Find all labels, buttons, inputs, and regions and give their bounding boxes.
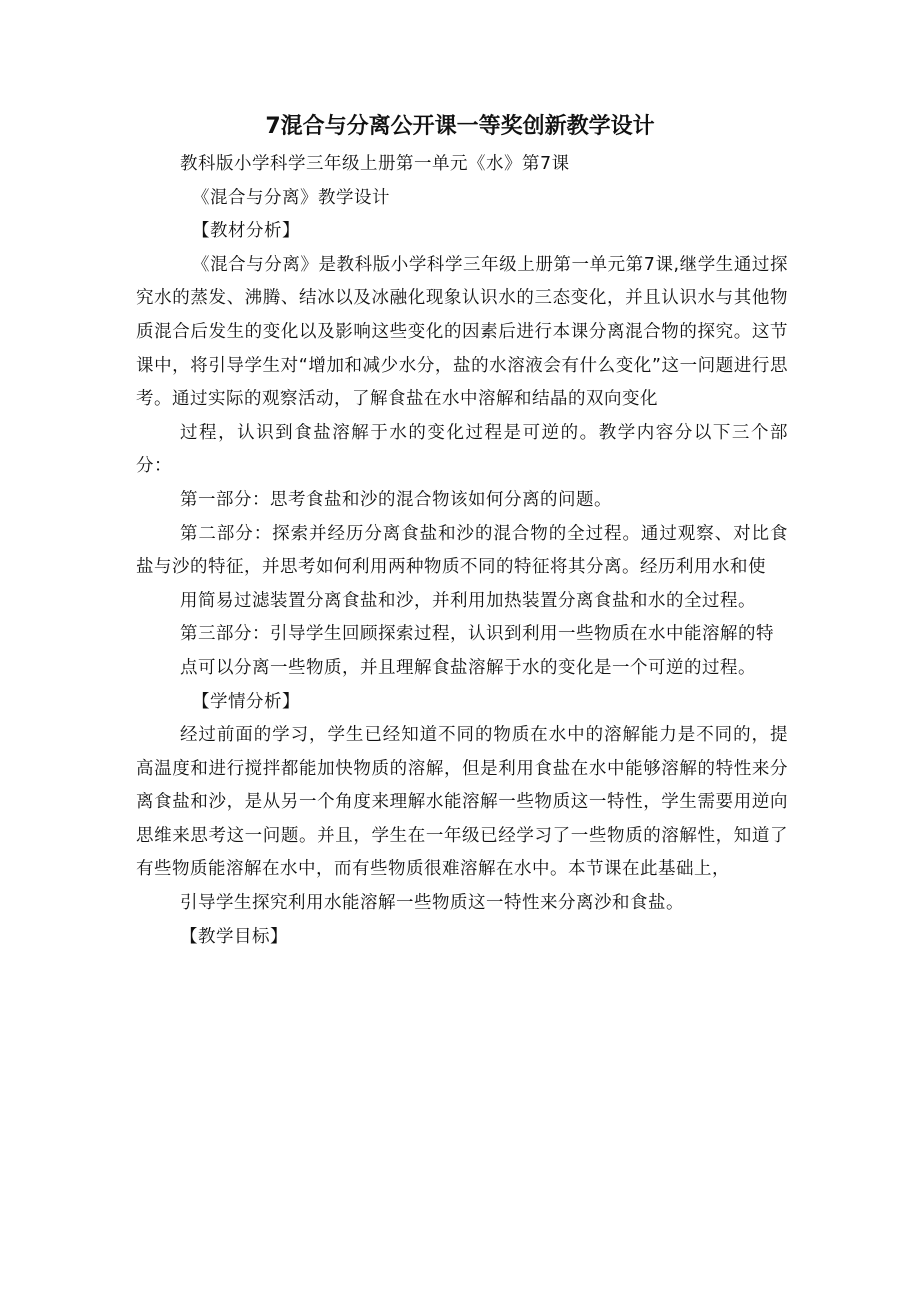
- material-paragraph-2: 过程，认识到食盐溶解于水的变化过程是可逆的。教学内容分以下三个部分：: [136, 422, 788, 477]
- part-2-paragraph-a: 第二部分：探索并经历分离食盐和沙的混合物的全过程。通过观察、对比食盐与沙的特征，并思考如何利用两种物质不同的特征将其分离。经历利用水和使: [136, 523, 788, 578]
- subtitle-line: 教科版小学科学三年级上册第一单元《水》第7课: [180, 154, 570, 174]
- learning-paragraph-1: 经过前面的学习，学生已经知道不同的物质在水中的溶解能力是不同的，提高温度和进行搅拌都能加快物质的溶解，但是利用食盐在水中能够溶解的特性来分离食盐和沙，是从另一个角度来理解水能溶解一些物质这一特性，学生需要用逆向思维来思考这一问题。并且，学生在一年级已经学习了一些物质的溶解性，知道了有些物质能溶解在水中，而有些物质很难溶解在水中。本节课在此基础上，: [136, 725, 788, 880]
- part-3-paragraph-a: 第三部分：引导学生回顾探索过程，认识到利用一些物质在水中能溶解的特: [180, 624, 774, 645]
- section-heading-goals: 【教学目标】: [180, 926, 288, 947]
- part-1-paragraph: 第一部分：思考食盐和沙的混合物该如何分离的问题。: [180, 489, 612, 510]
- section-heading-material: 【教材分析】: [192, 221, 300, 242]
- part-3-paragraph-b: 点可以分离一些物质，并且理解食盐溶解于水的变化是一个可逆的过程。: [180, 657, 756, 678]
- material-paragraph-1: 《混合与分离》是教科版小学科学三年级上册第一单元第7课,继学生通过探究水的蒸发、沸腾、结冰以及冰融化现象认识水的三态变化，并且认识水与其他物质混合后发生的变化以及影响这些变化的因素后进行本课分离混合物的探究。这节课中，将引导学生对“增加和减少水分，盐的水溶液会有什么变化”这一问题进行思考。通过实际的观察活动，了解食盐在水中溶解和结晶的双向变化: [136, 254, 788, 410]
- part-2-paragraph-b: 用简易过滤装置分离食盐和沙，并利用加热装置分离食盐和水的全过程。: [180, 590, 756, 611]
- learning-paragraph-2: 引导学生探究利用水能溶解一些物质这一特性来分离沙和食盐。: [180, 893, 684, 914]
- design-title-line: 《混合与分离》教学设计: [192, 187, 390, 208]
- section-heading-learning: 【学情分析】: [192, 691, 300, 712]
- document-title: 7混合与分离公开课一等奖创新教学设计: [265, 114, 655, 139]
- document-body: [136, 148, 788, 954]
